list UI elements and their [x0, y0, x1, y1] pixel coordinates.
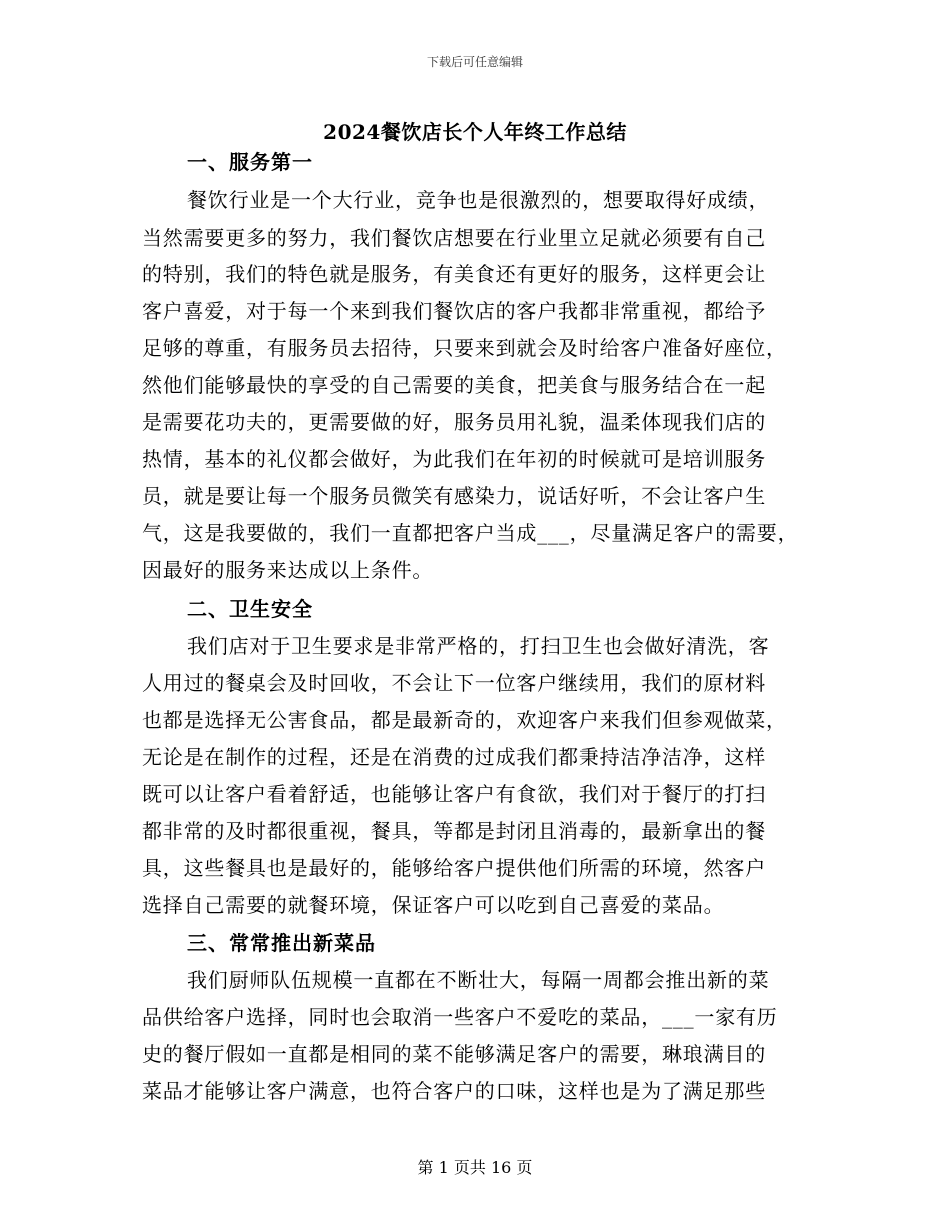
paragraph-line: 当然需要更多的努力，我们餐饮店想要在行业里立足就必须要有自己 — [142, 226, 766, 250]
paragraph-line: 既可以让客户看着舒适，也能够让客户有食欲，我们对于餐厅的打扫 — [142, 782, 766, 806]
paragraph-line: 我们厨师队伍规模一直都在不断壮大，每隔一周都会推出新的菜 — [187, 968, 770, 992]
paragraph-line: 选择自己需要的就餐环境，保证客户可以吃到自己喜爱的菜品。 — [142, 893, 725, 917]
paragraph-line: 足够的尊重，有服务员去招待，只要来到就会及时给客户准备好座位， — [142, 336, 787, 360]
paragraph-line: 菜品才能够让客户满意，也符合客户的口味，这样也是为了满足那些 — [142, 1079, 766, 1103]
paragraph-line: 因最好的服务来达成以上条件。 — [142, 558, 434, 582]
paragraph-line: 员，就是要让每一个服务员微笑有感染力，说话好听，不会让客户生 — [142, 484, 766, 508]
paragraph-line: 品供给客户选择，同时也会取消一些客户不爱吃的菜品，___一家有历 — [142, 1005, 778, 1029]
paragraph-line: 的特别，我们的特色就是服务，有美食还有更好的服务，这样更会让 — [142, 262, 766, 286]
paragraph-line: 我们店对于卫生要求是非常严格的，打扫卫生也会做好清洗，客 — [187, 634, 770, 658]
section-heading: 三、常常推出新菜品 — [187, 931, 376, 955]
paragraph-line: 人用过的餐桌会及时回收，不会让下一位客户继续用，我们的原材料 — [142, 671, 766, 695]
section-heading: 二、卫生安全 — [187, 597, 313, 621]
paragraph-line: 是需要花功夫的，更需要做的好，服务员用礼貌，温柔体现我们店的 — [142, 410, 766, 434]
header-note: 下载后可任意编辑 — [426, 55, 523, 69]
paragraph-line: 然他们能够最快的享受的自己需要的美食，把美食与服务结合在一起 — [142, 373, 766, 397]
paragraph-line: 具，这些餐具也是最好的，能够给客户提供他们所需的环境，然客户 — [142, 856, 766, 880]
paragraph-line: 客户喜爱，对于每一个来到我们餐饮店的客户我都非常重视，都给予 — [142, 299, 766, 323]
paragraph-line: 餐饮行业是一个大行业，竞争也是很激烈的，想要取得好成绩， — [187, 188, 770, 212]
document-title: 2024餐饮店长个人年终工作总结 — [323, 120, 627, 144]
paragraph-line: 也都是选择无公害食品，都是最新奇的，欢迎客户来我们但参观做菜， — [142, 708, 787, 732]
paragraph-line: 气，这是我要做的，我们一直都把客户当成___，尽量满足客户的需要， — [142, 521, 799, 545]
section-heading: 一、服务第一 — [187, 150, 313, 174]
paragraph-line: 无论是在制作的过程，还是在消费的过成我们都秉持洁净洁净，这样 — [142, 745, 766, 769]
paragraph-line: 热情，基本的礼仪都会做好，为此我们在年初的时候就可是培训服务 — [142, 447, 766, 471]
paragraph-line: 都非常的及时都很重视，餐具，等都是封闭且消毒的，最新拿出的餐 — [142, 819, 766, 843]
page-footer: 第 1 页共 16 页 — [417, 1158, 533, 1177]
paragraph-line: 史的餐厅假如一直都是相同的菜不能够满足客户的需要，琳琅满目的 — [142, 1042, 766, 1066]
